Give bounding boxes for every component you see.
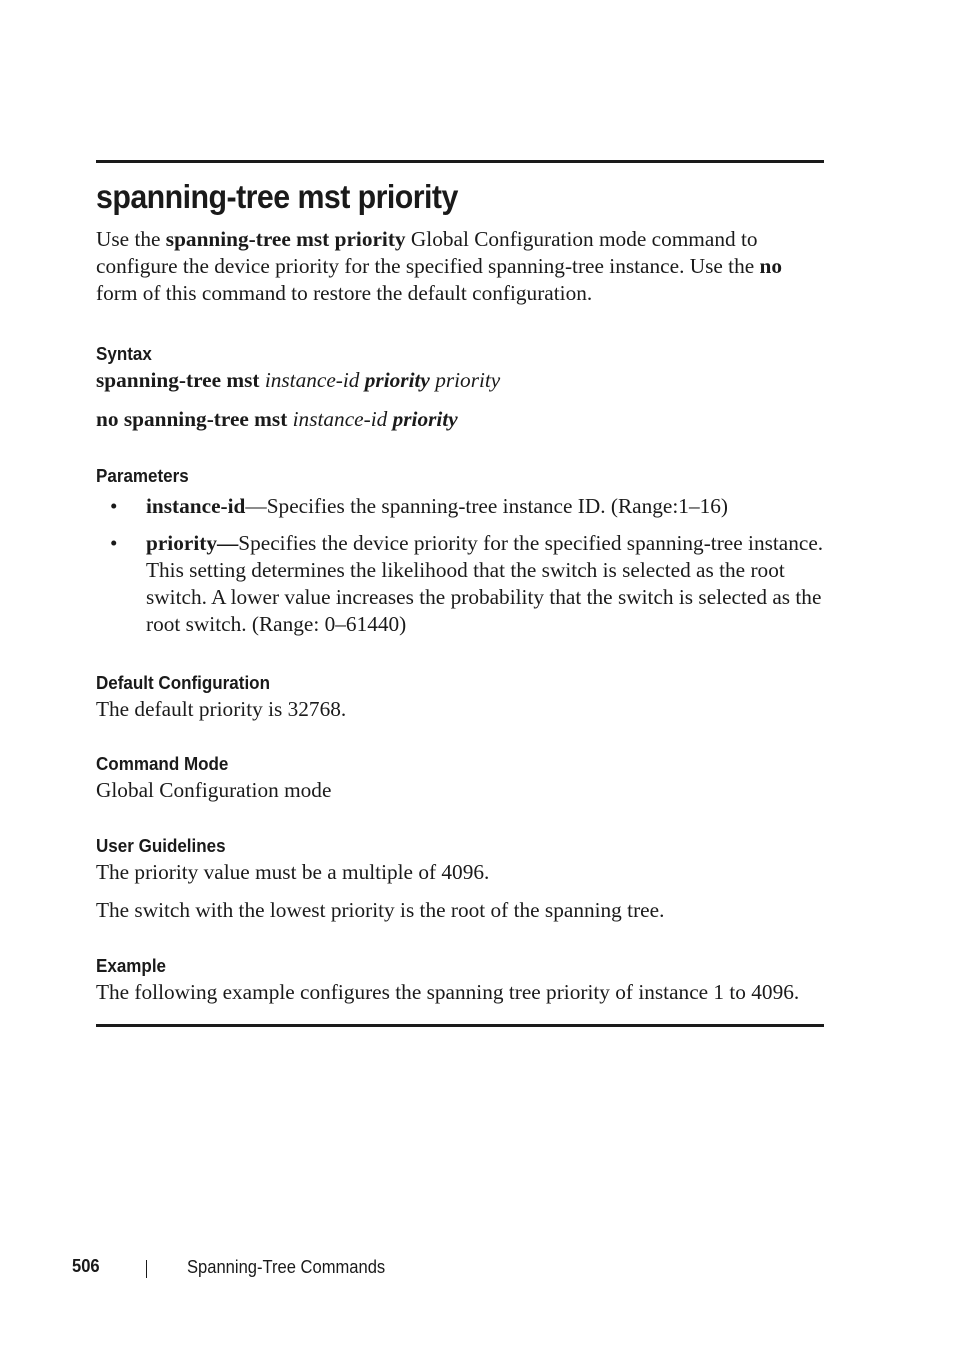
page-title: spanning-tree mst priority	[96, 178, 458, 215]
list-item	[96, 493, 824, 520]
param-desc: —Specifies the spanning-tree instance ID. (Range:1–16)	[245, 494, 728, 518]
syntax-1-arg-instance: instance-id	[264, 368, 360, 392]
intro-paragraph	[96, 226, 824, 307]
syntax-2-command: no spanning-tree mst	[96, 407, 288, 431]
command-mode-heading: Command Mode	[96, 753, 229, 774]
default-config-text: The default priority is 32768.	[96, 697, 347, 721]
footer-section-title: Spanning-Tree Commands	[187, 1257, 386, 1277]
intro-text-1: Use the	[96, 227, 166, 251]
page-number: 506	[72, 1256, 100, 1276]
intro-text-2: Global Configuration mode command to configure the device priority for the specified spanning-tree instance. Use the	[96, 227, 760, 278]
command-mode-text: Global Configuration mode	[96, 778, 332, 802]
footer-separator	[146, 1260, 147, 1278]
user-guidelines-text-2: The switch with the lowest priority is the root of the spanning tree.	[96, 898, 665, 922]
syntax-1-arg-priority: priority	[435, 368, 501, 392]
user-guidelines-heading: User Guidelines	[96, 835, 226, 856]
top-rule	[96, 160, 824, 163]
syntax-line-2	[96, 406, 824, 432]
bullet-icon: •	[110, 494, 118, 518]
syntax-1-command: spanning-tree mst	[96, 368, 260, 392]
bottom-rule	[96, 1024, 824, 1027]
syntax-heading: Syntax	[96, 343, 152, 364]
list-item	[96, 530, 824, 638]
param-desc: Specifies the device priority for the specified spanning-tree instance. This setting determines the likelihood that the switch is selected as the root switch. A lower value increases the probability that the switch is selected as the root switch. (Range: 0–61440)	[146, 531, 824, 636]
example-text: The following example configures the spanning tree priority of instance 1 to 4096.	[96, 980, 800, 1004]
page-footer	[0, 1256, 954, 1282]
intro-no-keyword: no	[759, 254, 782, 278]
intro-text-3: form of this command to restore the default configuration.	[96, 281, 593, 305]
user-guidelines-text-1: The priority value must be a multiple of 4096.	[96, 860, 490, 884]
syntax-1-keyword-priority: priority	[364, 368, 430, 392]
syntax-2-keyword-priority: priority	[392, 407, 458, 431]
syntax-line-1	[96, 367, 824, 393]
example-heading: Example	[96, 955, 167, 976]
intro-command: spanning-tree mst priority	[165, 227, 406, 251]
page-content	[96, 160, 824, 1027]
parameters-list	[96, 493, 824, 638]
syntax-2-arg-instance: instance-id	[292, 407, 388, 431]
param-term: priority—	[146, 531, 239, 555]
param-term: instance-id	[146, 494, 246, 518]
parameters-heading: Parameters	[96, 465, 189, 486]
default-config-heading: Default Configuration	[96, 672, 270, 693]
bullet-icon: •	[110, 531, 118, 555]
